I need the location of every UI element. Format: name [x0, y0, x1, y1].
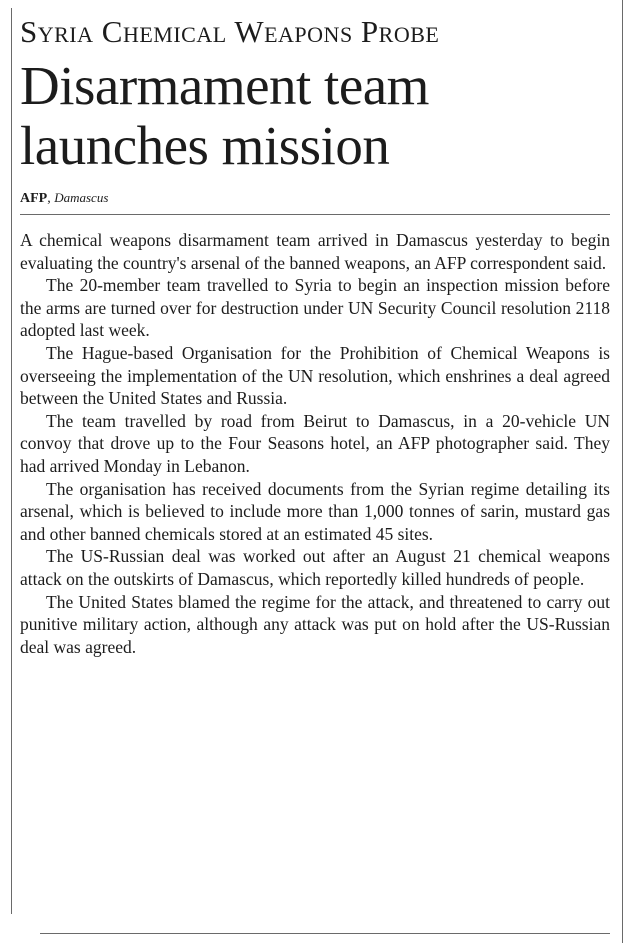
article-kicker: Syria Chemical Weapons Probe	[20, 14, 440, 49]
article-paragraph: The team travelled by road from Beirut to Damascus, in a 20-vehicle UN convoy that drove up to the Four Seasons hotel, an AFP photographer said. They had arrived Monday in Lebanon.	[20, 410, 610, 476]
article-byline	[20, 188, 610, 209]
column-rule-bottom	[40, 933, 610, 934]
byline-place: Damascus	[54, 190, 109, 205]
byline-separator: ,	[47, 191, 51, 206]
article-paragraph: A chemical weapons disarmament team arrived in Damascus yesterday to begin evaluating the country's arsenal of the banned weapons, an AFP correspondent said.	[20, 230, 610, 273]
article-paragraph: The US-Russian deal was worked out after an August 21 chemical weapons attack on the outskirts of Damascus, which reportedly killed hundreds of people.	[20, 546, 610, 589]
byline-agency: AFP	[20, 191, 48, 206]
article-body	[20, 229, 610, 658]
article-paragraph: The United States blamed the regime for the attack, and threatened to carry out punitive military action, although any attack was put on hold after the US-Russian deal was agreed.	[20, 591, 610, 657]
column-rule-right	[622, 0, 623, 943]
article-paragraph: The Hague-based Organisation for the Prohibition of Chemical Weapons is overseeing the implementation of the UN resolution, which enshrines a deal agreed between the United States and Russia.	[20, 342, 610, 409]
article-paragraph: The 20-member team travelled to Syria to begin an inspection mission before the arms are turned over for destruction under UN Security Council resolution 2118 adopted last week.	[20, 275, 610, 341]
byline-divider	[20, 214, 610, 215]
article-headline: Disarmament team launches mission	[20, 55, 429, 176]
column-rule-left	[11, 8, 12, 914]
article-paragraph: The organisation has received documents from the Syrian regime detailing its arsenal, which is believed to include more than 1,000 tonnes of sarin, mustard gas and other banned chemicals stored at an estimated 45 sites.	[20, 478, 610, 544]
news-article	[20, 12, 610, 658]
